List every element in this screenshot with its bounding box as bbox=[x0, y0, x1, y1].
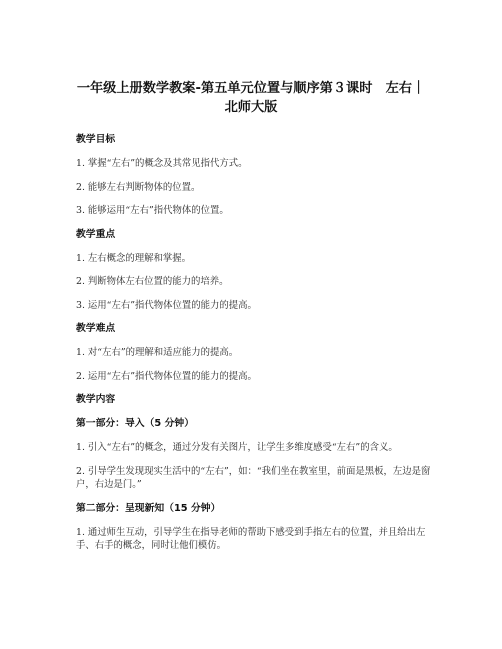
list-item: 1. 掌握“左右”的概念及其常见指代方式。 bbox=[76, 158, 248, 169]
section-objectives bbox=[76, 133, 436, 218]
list-item: 3. 运用“左右”指代物体位置的能力的提高。 bbox=[76, 299, 257, 311]
list-item: 3. 能够运用“左右”指代物体的位置。 bbox=[76, 205, 229, 216]
section-heading: 教学重点 bbox=[76, 228, 116, 240]
list-item: 2. 引导学生发现现实生活中的“左右”，如：“我们坐在教室里，前面是黑板，左边是窗户，右边是门。” bbox=[76, 465, 431, 490]
title-line-1: 一年级上册数学教案-第五单元位置与顺序第３课时 左右｜ bbox=[76, 81, 426, 96]
section-heading: 教学难点 bbox=[76, 323, 116, 334]
section-heading: 教学目标 bbox=[76, 134, 116, 145]
list-item: 2. 判断物体左右位置的能力的培养。 bbox=[76, 276, 229, 287]
list-item: 1. 通过师生互动，引导学生在指导老师的帮助下感受到手指左右的位置，并且给出左手、右手的概念，同时让他们模仿。 bbox=[76, 526, 426, 551]
list-item: 1. 对“左右”的理解和适应能力的提高。 bbox=[76, 347, 239, 358]
section-key-points bbox=[76, 228, 436, 313]
section-difficulties bbox=[76, 322, 436, 383]
section-content bbox=[76, 393, 436, 406]
document-title bbox=[52, 79, 450, 117]
list-item: 1. 左右概念的理解和掌握。 bbox=[76, 252, 192, 264]
section-part-one bbox=[76, 417, 436, 492]
list-item: 1. 引入“左右”的概念，通过分发有关图片，让学生多维度感受“左右”的含义。 bbox=[76, 442, 398, 453]
list-item: 2. 能够左右判断物体的位置。 bbox=[76, 181, 201, 193]
list-item: 2. 运用“左右”指代物体位置的能力的提高。 bbox=[76, 370, 257, 382]
section-heading: 教学内容 bbox=[76, 394, 116, 405]
title-line-2: 北师大版 bbox=[224, 100, 278, 115]
section-part-two bbox=[76, 502, 436, 553]
section-heading: 第二部分：呈现新知（15 分钟） bbox=[76, 502, 221, 514]
section-heading: 第一部分：导入（5 分钟） bbox=[76, 418, 194, 429]
